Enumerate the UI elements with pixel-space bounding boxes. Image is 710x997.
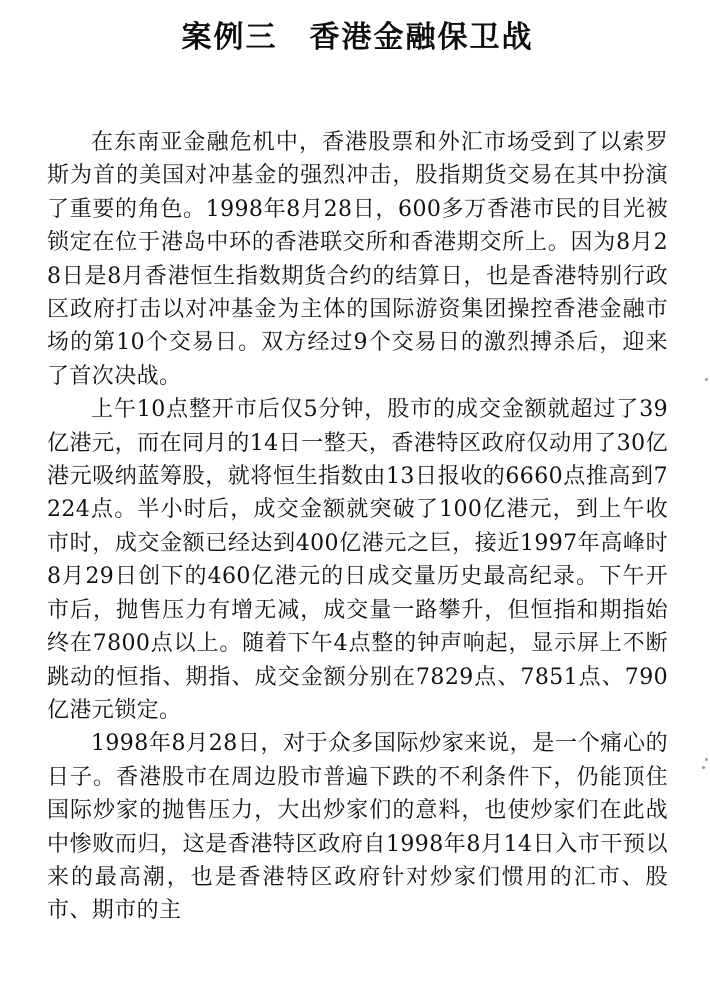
document-page <box>0 18 710 997</box>
article-body <box>47 126 668 928</box>
scan-speck <box>702 766 705 769</box>
scan-speck <box>705 378 708 381</box>
paragraph-3: 1998年8月28日，对于众多国际炒家来说，是一个痛心的日子。香港股市在周边股市普遍下跌的不利条件下，仍能顶住国际炒家的抛售压力，大出炒家们的意料，也使炒家们在此战中惨败而归，这是香港特区政府自1998年8月14日入市干预以来的最高潮，也是香港特区政府针对炒家们惯用的汇市、股市、期市的主 <box>47 731 668 924</box>
paragraph-2: 上午10点整开市后仅5分钟，股市的成交金额就超过了39亿港元，而在同月的14日一整天，香港特区政府仅动用了30亿港元吸纳蓝筹股，就将恒生指数由13日报收的6660点推高到7224点。半小时后，成交金额就突破了100亿港元，到上午收市时，成交金额已经达到400亿港元之巨，接近1997年高峰时8月29日创下的460亿港元的日成交量历史最高纪录。下午开市后，抛售压力有增无减，成交量一路攀升，但恒指和期指始终在7800点以上。随着下午4点整的钟声响起，显示屏上不断跳动的恒指、期指、成交金额分别在7829点、7851点、790亿港元锁定。 <box>47 397 668 723</box>
scan-speck <box>705 758 708 761</box>
paragraph-1: 在东南亚金融危机中，香港股票和外汇市场受到了以索罗斯为首的美国对冲基金的强烈冲击，股指期货交易在其中扮演了重要的角色。1998年8月28日，600多万香港市民的目光被锁定在位于港岛中环的香港联交所和香港期交所上。因为8月28日是8月香港恒生指数期货合约的结算日，也是香港特别行政区政府打击以对冲基金为主体的国际游资集团操控香港金融市场的第10个交易日。双方经过9个交易日的激烈搏杀后，迎来了首次决战。 <box>47 130 668 389</box>
page-title: 案例三 香港金融保卫战 <box>181 20 534 55</box>
